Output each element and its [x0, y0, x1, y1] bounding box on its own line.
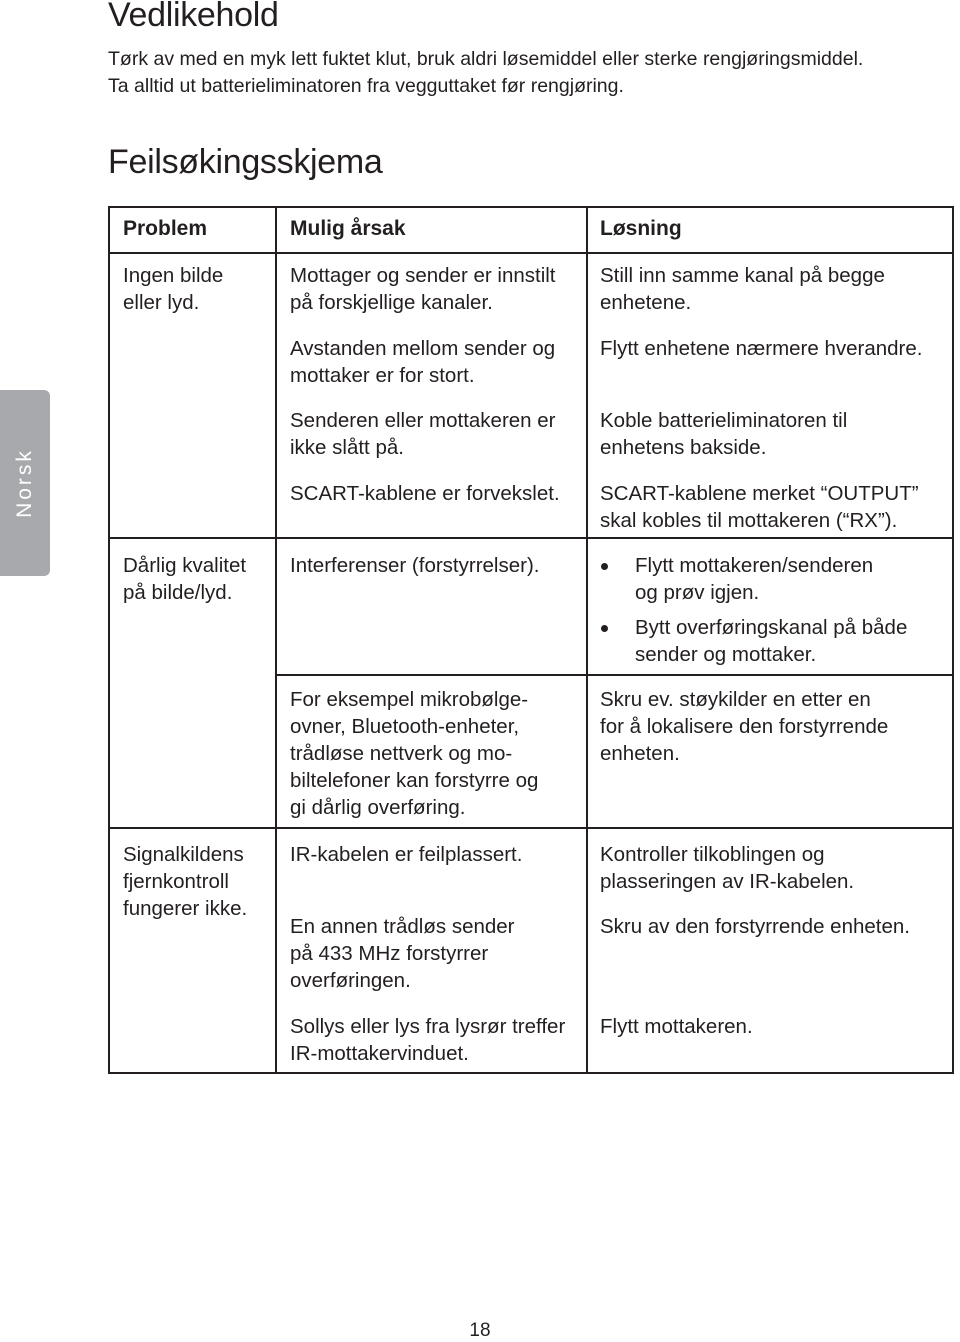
text-line: ikke slått på. — [290, 436, 404, 459]
cause-cell — [290, 913, 515, 994]
cause-cell — [290, 1013, 565, 1067]
text-line: trådløse nettverk og mo- — [290, 742, 513, 765]
text-line: Kontroller tilkoblingen og — [600, 843, 825, 866]
text-line: ovner, Bluetooth-enheter, — [290, 715, 520, 738]
cause-cell — [290, 335, 555, 389]
text-line: Mottager og sender er innstilt — [290, 264, 556, 287]
text-line: Flytt mottakeren/senderen — [635, 554, 874, 577]
problem-no-picture-sound — [123, 262, 223, 316]
text-line: En annen trådløs sender — [290, 915, 515, 938]
text-line: mottaker er for stort. — [290, 364, 475, 387]
text-line: fjernkontroll — [123, 870, 229, 893]
row-divider — [275, 674, 952, 676]
troubleshooting-table — [108, 206, 954, 1074]
text-line: biltelefoner kan forstyrre og — [290, 769, 539, 792]
table-header-divider — [110, 252, 952, 254]
solution-cell — [600, 1013, 753, 1040]
text-line: Koble batterieliminatoren til — [600, 409, 848, 432]
text-line: SCART-kablene er forvekslet. — [290, 482, 560, 505]
text-line: på 433 MHz forstyrrer — [290, 942, 489, 965]
cause-cell — [290, 552, 539, 579]
text-line: for å lokalisere den forstyrrende — [600, 715, 889, 738]
text-line: Ingen bilde — [123, 264, 224, 287]
maintenance-line: Ta alltid ut batterieliminatoren fra vegguttaket før rengjøring. — [108, 75, 624, 97]
page-number: 18 — [469, 1320, 491, 1341]
maintenance-line: Tørk av med en myk lett fuktet klut, bruk aldri løsemiddel eller sterke rengjøringsmiddel. — [108, 48, 864, 70]
solution-cell — [600, 480, 919, 534]
text-line: SCART-kablene merket “OUTPUT” — [600, 482, 919, 505]
text-line: eller lyd. — [123, 291, 200, 314]
cause-cell — [290, 262, 556, 316]
cause-cell — [290, 841, 522, 868]
text-line: enheten. — [600, 742, 680, 765]
row-divider — [110, 537, 952, 539]
text-line: sender og mottaker. — [635, 643, 817, 666]
text-line: IR-kabelen er feilplassert. — [290, 843, 523, 866]
cause-cell — [290, 407, 556, 461]
section-title-maintenance: Vedlikehold — [108, 0, 279, 34]
text-line: Still inn samme kanal på begge — [600, 264, 885, 287]
column-header-solution: Løsning — [600, 217, 682, 240]
problem-remote-not-working — [123, 841, 247, 922]
solution-cell — [600, 841, 854, 895]
text-line: IR-mottakervinduet. — [290, 1042, 469, 1065]
section-title-troubleshooting: Feilsøkingsskjema — [108, 143, 383, 181]
solution-cell — [600, 913, 910, 940]
text-line: og prøv igjen. — [635, 581, 760, 604]
solution-cell — [600, 335, 922, 362]
text-line: Sollys eller lys fra lysrør treffer — [290, 1015, 566, 1038]
cause-cell — [290, 686, 538, 821]
bullet-icon — [601, 563, 608, 570]
text-line: på bilde/lyd. — [123, 581, 233, 604]
text-line: skal kobles til mottakeren (“RX”). — [600, 509, 898, 532]
column-divider — [275, 208, 277, 1072]
solution-cell — [600, 686, 888, 767]
text-line: Skru ev. støykilder en etter en — [600, 688, 871, 711]
language-tab-label: Norsk — [13, 448, 36, 518]
column-header-cause: Mulig årsak — [290, 217, 406, 240]
maintenance-text — [108, 46, 948, 100]
text-line: gi dårlig overføring. — [290, 796, 466, 819]
text-line: enhetens bakside. — [600, 436, 767, 459]
text-line: enhetene. — [600, 291, 692, 314]
text-line: Flytt mottakeren. — [600, 1015, 753, 1038]
row-divider — [110, 827, 952, 829]
text-line: Bytt overføringskanal på både — [635, 616, 908, 639]
text-line: For eksempel mikrobølge- — [290, 688, 529, 711]
bullet-icon — [601, 625, 608, 632]
text-line: Senderen eller mottakeren er — [290, 409, 556, 432]
text-line: Avstanden mellom sender og — [290, 337, 556, 360]
text-line: Skru av den forstyrrende enheten. — [600, 915, 910, 938]
text-line: Flytt enhetene nærmere hverandre. — [600, 337, 923, 360]
text-line: Interferenser (forstyrrelser). — [290, 554, 540, 577]
cause-cell — [290, 480, 560, 507]
column-header-problem: Problem — [123, 217, 208, 240]
text-line: fungerer ikke. — [123, 897, 248, 920]
language-side-tab — [0, 390, 50, 576]
solution-bullet-item — [635, 552, 873, 606]
column-divider — [586, 208, 588, 1072]
solution-cell — [600, 407, 847, 461]
text-line: Dårlig kvalitet — [123, 554, 247, 577]
text-line: på forskjellige kanaler. — [290, 291, 493, 314]
text-line: Signalkildens — [123, 843, 244, 866]
solution-cell — [600, 262, 885, 316]
problem-poor-quality — [123, 552, 246, 606]
solution-bullet-item — [635, 614, 907, 668]
text-line: plasseringen av IR-kabelen. — [600, 870, 855, 893]
text-line: overføringen. — [290, 969, 411, 992]
